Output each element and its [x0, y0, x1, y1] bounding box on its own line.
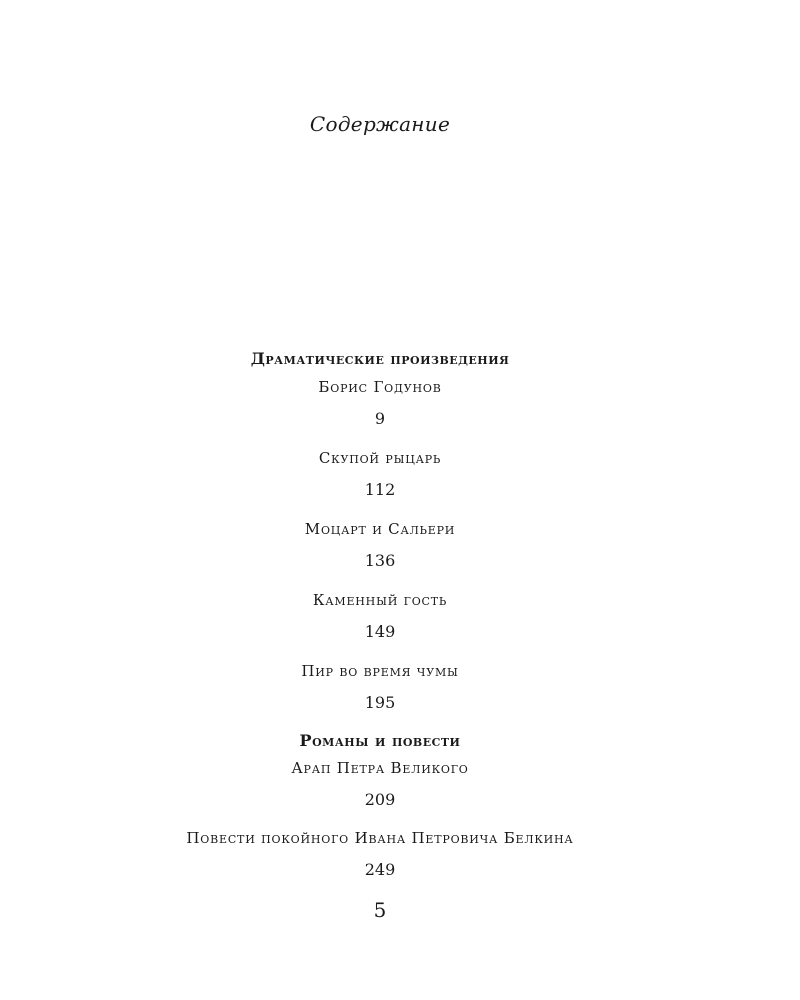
toc-entry-title: Повести покойного Ивана Петровича Белкина — [186, 829, 574, 847]
page-number: 5 — [373, 898, 387, 922]
toc-entry-title: Скупой рыцарь — [318, 449, 442, 467]
toc-entry-title: Арап Петра Великого — [291, 759, 469, 777]
toc-entry-title: Каменный гость — [312, 591, 448, 609]
toc-entry-page: 9 — [374, 409, 386, 428]
toc-entry-title: Пир во время чумы — [301, 662, 459, 680]
toc-entry-page: 112 — [364, 480, 396, 499]
toc-entry-page: 195 — [364, 693, 396, 712]
toc-entry-page: 249 — [364, 860, 396, 879]
section-heading: Романы и повести — [299, 731, 461, 750]
toc-entry-title: Моцарт и Сальери — [304, 520, 456, 538]
page-title: Содержание — [309, 112, 451, 136]
toc-entry-title: Борис Годунов — [318, 378, 442, 396]
section-heading: Драматические произведения — [250, 349, 510, 368]
toc-entry-page: 136 — [364, 551, 396, 570]
toc-entry-page: 209 — [364, 790, 396, 809]
toc-entry-page: 149 — [364, 622, 396, 641]
